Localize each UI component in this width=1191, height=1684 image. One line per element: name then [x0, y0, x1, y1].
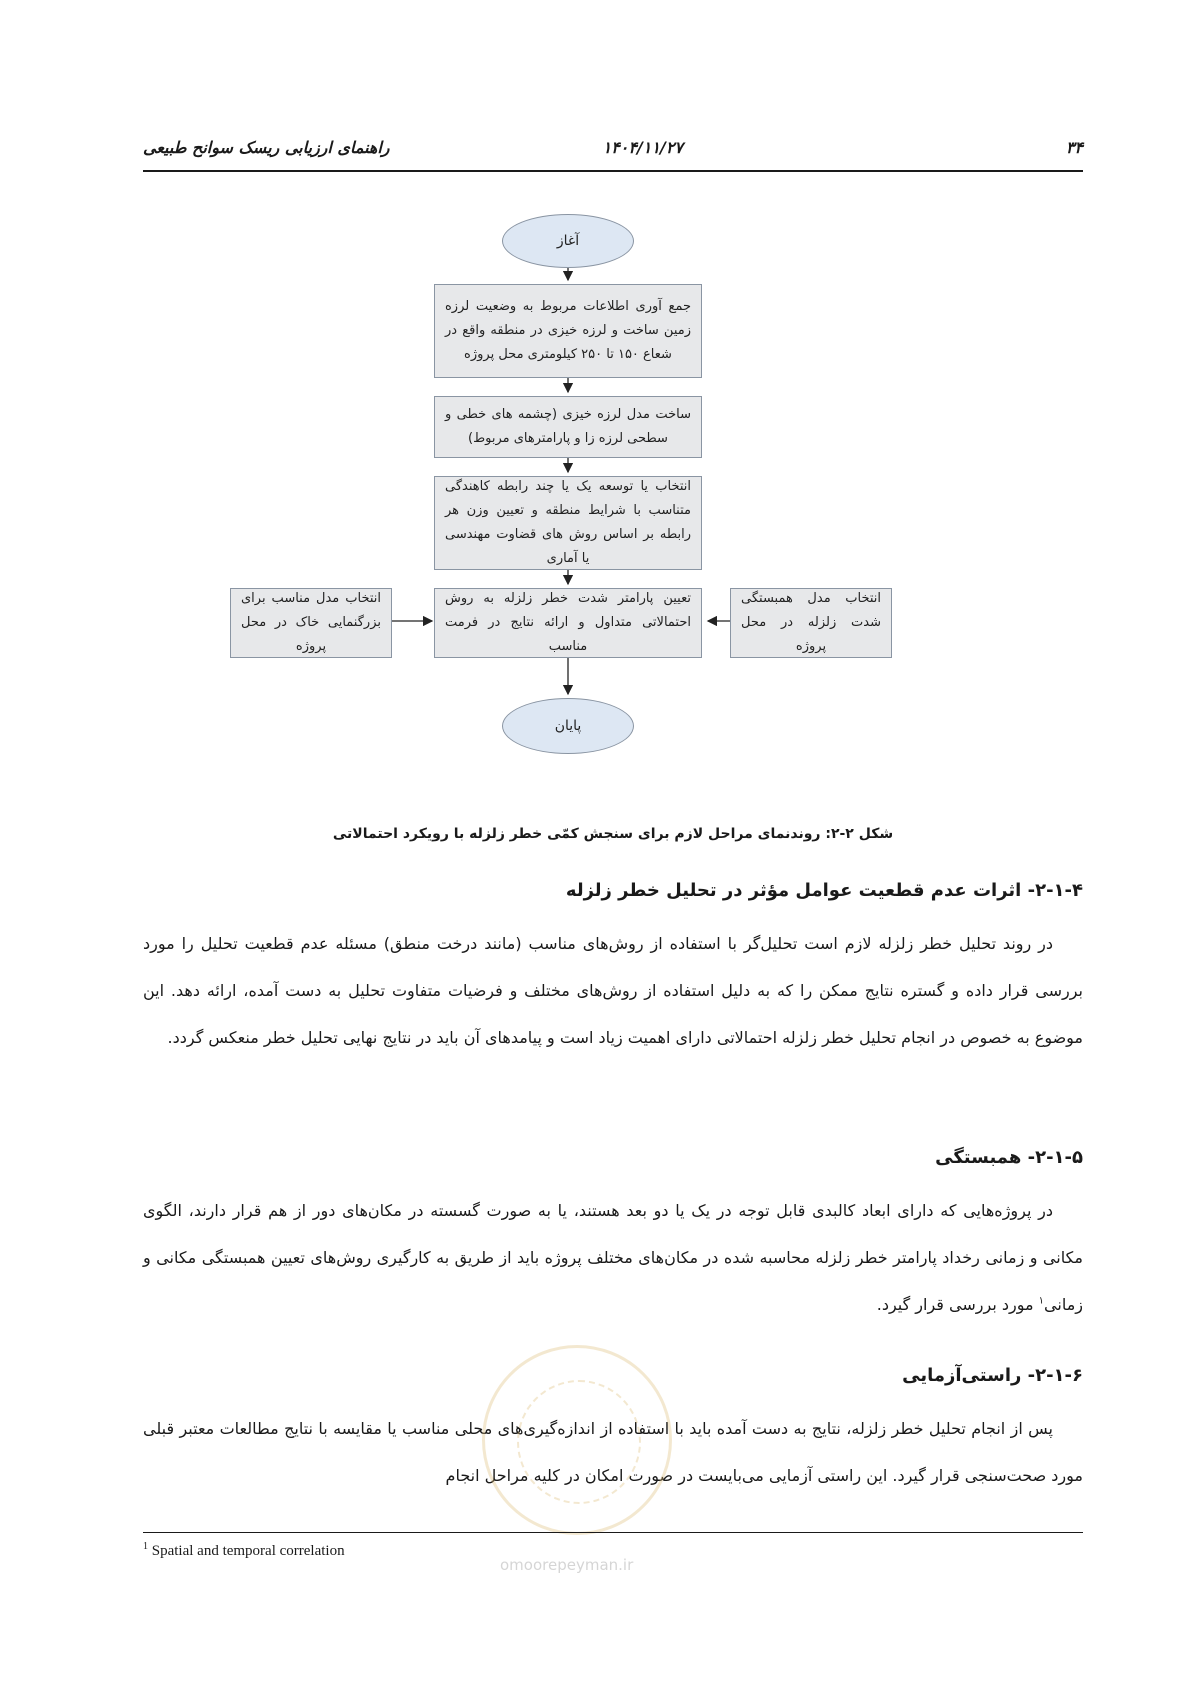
footnote: [143, 1541, 345, 1560]
footnote-reference: ۱: [1038, 1295, 1045, 1307]
flow-end-terminal: پایان: [502, 698, 634, 754]
watermark-seal-logo: [482, 1345, 672, 1535]
section-heading-validation: ۲-۱-۶- راستی‌آزمایی: [902, 1365, 1083, 1386]
flow-start-terminal: آغاز: [502, 214, 634, 268]
paragraph-correlation: [143, 1187, 1083, 1328]
flow-step-attenuation: انتخاب یا توسعه یک یا چند رابطه کاهندگی متناسب با شرایط منطقه و تعیین وزن هر رابطه بر اساس روش های قضاوت مهندسی یا آماری: [434, 476, 702, 570]
flow-side-soil-amplification: انتخاب مدل مناسب برای بزرگنمایی خاک در محل پروژه: [230, 588, 392, 658]
footnote-divider: [143, 1532, 1083, 1533]
section-heading-correlation: ۲-۱-۵- همبستگی: [935, 1147, 1083, 1168]
flow-step-seismicity-model: ساخت مدل لرزه خیزی (چشمه های خطی و سطحی لرزه زا و پارامترهای مربوط): [434, 396, 702, 458]
flow-step-hazard-parameter: تعیین پارامتر شدت خطر زلزله به روش احتمالاتی متداول و ارائه نتایج در فرمت مناسب: [434, 588, 702, 658]
footnote-number: 1: [143, 1541, 148, 1552]
section-body-uncertainty: [143, 920, 1083, 1061]
paragraph-correlation-text: در پروژه‌هایی که دارای ابعاد کالبدی قابل توجه در یک یا دو بعد هستند، یا به صورت گسسته در مکان‌های دور از هم قرار دارند، الگوی مکانی و زمانی رخداد پارامتر خطر زلزله محاسبه شده در مکان‌های مختلف پروژه باید از طریق به کارگیری روش‌های تعیین همبستگی مکانی و زمانی: [143, 1201, 1083, 1314]
flowchart: [230, 214, 970, 814]
header-date: ۱۴۰۴/۱۱/۲۷: [602, 138, 683, 157]
header-divider: [143, 170, 1083, 172]
section-body-correlation: [143, 1187, 1083, 1328]
section-heading-uncertainty: ۲-۱-۴- اثرات عدم قطعیت عوامل مؤثر در تحلیل خطر زلزله: [565, 880, 1083, 901]
flow-step-collect-data: جمع آوری اطلاعات مربوط به وضعیت لرزه زمین ساخت و لرزه خیزی در منطقه واقع در شعاع ۱۵۰ تا ۲۵۰ کیلومتری محل پروژه: [434, 284, 702, 378]
figure-caption: شکل ۲-۲: روندنمای مراحل لازم برای سنجش کمّی خطر زلزله با رویکرد احتمالاتی: [332, 826, 894, 842]
paragraph-correlation-end: مورد بررسی قرار گیرد.: [876, 1295, 1039, 1314]
watermark-site-text: omoorepeyman.ir: [500, 1556, 634, 1574]
flow-side-correlation-model: انتخاب مدل همبستگی شدت زلزله در محل پروژه: [730, 588, 892, 658]
paragraph-validation: پس از انجام تحلیل خطر زلزله، نتایج به دست آمده باید با استفاده از اندازه‌گیری‌های محلی مناسب یا مقایسه با نتایج مطالعات معتبر قبلی مورد صحت‌سنجی قرار گیرد. این راستی آزمایی می‌بایست در صورت امکان در کلیه مراحل انجام: [143, 1419, 1083, 1485]
header-title: راهنمای ارزیابی ریسک سوانح طبیعی: [143, 138, 390, 157]
footnote-text: Spatial and temporal correlation: [151, 1543, 345, 1559]
page-number: ۳۴: [1065, 138, 1083, 157]
paragraph-uncertainty: در روند تحلیل خطر زلزله لازم است تحلیل‌گر با استفاده از روش‌های مناسب (مانند درخت منطق) مسئله عدم قطعیت تحلیل را مورد بررسی قرار داده و گستره نتایج ممکن را که به دلیل استفاده از روش‌های مختلف و فرضیات متفاوت تحلیل به دست آمده، ارائه دهد. این موضوع به خصوص در انجام تحلیل خطر زلزله احتمالاتی دارای اهمیت زیاد است و پیامدهای آن باید در نتایج نهایی تحلیل خطر منعکس گردد.: [143, 934, 1083, 1047]
page-header: [143, 138, 1083, 168]
